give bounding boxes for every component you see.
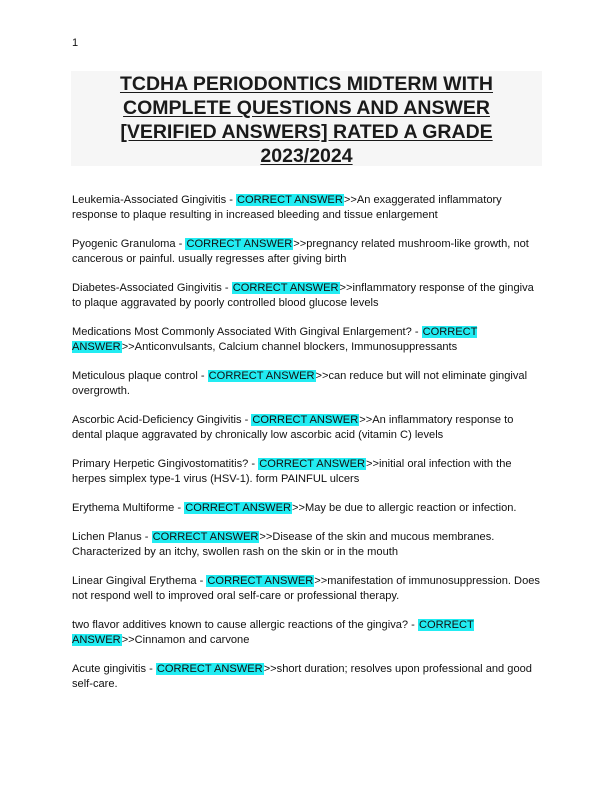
correct-answer-highlight: CORRECT ANSWER — [185, 501, 292, 514]
answer-prefix: >> — [315, 369, 329, 382]
document-title-box — [71, 71, 542, 166]
document-title — [71, 71, 542, 168]
answer-prefix: >> — [259, 531, 273, 544]
qa-item — [72, 237, 542, 266]
answer-text: can reduce but will not eliminate gingival overgrowth. — [72, 369, 528, 397]
question-text: two flavor additives known to cause allergic reactions of the gingiva? - — [72, 619, 418, 632]
title-line: [VERIFIED ANSWERS] RATED A GRADE — [120, 121, 493, 143]
question-text: Leukemia-Associated Gingivitis - — [72, 194, 237, 206]
answer-text: Cinnamon and carvone — [134, 633, 250, 646]
question-text: Erythema Multiforme - — [72, 501, 185, 514]
answer-text: inflammatory response of the gingiva to plaque aggravated by poorly controlled blood glucose levels — [72, 281, 534, 309]
answer-text: An inflammatory response to dental plaque aggravated by chronically low ascorbic acid (vitamin C) levels — [72, 413, 514, 441]
answer-prefix: >> — [359, 413, 373, 426]
qa-item — [72, 618, 542, 647]
answer-text: pregnancy related mushroom-like growth, not cancerous or painful. usually regresses after giving birth — [72, 237, 529, 265]
answer-prefix: >> — [339, 281, 353, 294]
answer-prefix: >> — [121, 633, 135, 646]
question-text: Lichen Planus - — [72, 531, 152, 544]
correct-answer-highlight: CORRECT ANSWER — [156, 663, 263, 676]
question-text: Medications Most Commonly Associated With Gingival Enlargement? - — [72, 325, 422, 338]
qa-item — [72, 193, 542, 222]
correct-answer-highlight: CORRECT ANSWER — [252, 413, 359, 426]
answer-text: initial oral infection with the herpes simplex type-1 virus (HSV-1). form PAINFUL ulcers — [72, 457, 512, 485]
qa-item — [72, 501, 542, 516]
qa-item — [72, 457, 542, 486]
answer-prefix: >> — [366, 457, 379, 470]
qa-item — [72, 662, 542, 691]
title-line: TCDHA PERIODONTICS MIDTERM WITH — [119, 73, 493, 95]
answer-prefix: >> — [343, 194, 357, 206]
qa-item — [72, 325, 542, 354]
page-number: 1 — [72, 37, 79, 49]
correct-answer-highlight: CORRECT ANSWER — [207, 575, 314, 588]
answer-text: May be due to allergic reaction or infection. — [305, 501, 517, 514]
correct-answer-highlight: CORRECT ANSWER — [259, 457, 366, 470]
correct-answer-highlight: CORRECT ANSWER — [237, 194, 343, 206]
answer-text: Anticonvulsants, Calcium channel blockers, Immunosuppressants — [134, 340, 458, 353]
answer-text: Disease of the skin and mucous membranes. Characterized by an itchy, swollen rash on the skin or in the mouth — [72, 531, 495, 558]
answer-prefix: >> — [292, 501, 305, 514]
answer-text: An exaggerated inflammatory response to plaque resulting in increased bleeding and tissue enlargement — [72, 194, 502, 221]
qa-item — [72, 369, 542, 398]
question-text: Diabetes-Associated Gingivitis - — [72, 281, 232, 294]
answer-text: manifestation of immunosuppression. Does not respond well to improved oral self-care or professional therapy. — [72, 575, 540, 602]
question-text: Primary Herpetic Gingivostomatitis? - — [72, 457, 259, 470]
correct-answer-highlight: CORRECT ANSWER — [186, 237, 293, 250]
answer-prefix: >> — [121, 340, 135, 353]
correct-answer-highlight: CORRECT ANSWER — [72, 325, 478, 353]
title-line: 2023/2024 — [260, 145, 353, 167]
correct-answer-highlight: CORRECT ANSWER — [72, 619, 474, 646]
answer-prefix: >> — [314, 575, 328, 588]
qa-item — [72, 574, 542, 603]
question-text: Meticulous plaque control - — [72, 369, 208, 382]
qa-item — [72, 281, 542, 310]
answer-prefix: >> — [293, 237, 307, 250]
qa-item — [72, 530, 542, 559]
question-text: Acute gingivitis - — [72, 663, 156, 676]
correct-answer-highlight: CORRECT ANSWER — [208, 369, 315, 382]
question-text: Pyogenic Granuloma - — [72, 237, 186, 250]
question-text: Linear Gingival Erythema - — [72, 575, 207, 588]
answer-text: short duration; resolves upon professional and good self-care. — [72, 663, 532, 690]
answer-prefix: >> — [263, 663, 277, 676]
qa-list — [72, 193, 542, 706]
title-line: COMPLETE QUESTIONS AND ANSWER — [123, 97, 490, 119]
correct-answer-highlight: CORRECT ANSWER — [232, 281, 339, 294]
qa-item — [72, 413, 542, 442]
question-text: Ascorbic Acid-Deficiency Gingivitis - — [72, 413, 252, 426]
correct-answer-highlight: CORRECT ANSWER — [152, 531, 259, 544]
